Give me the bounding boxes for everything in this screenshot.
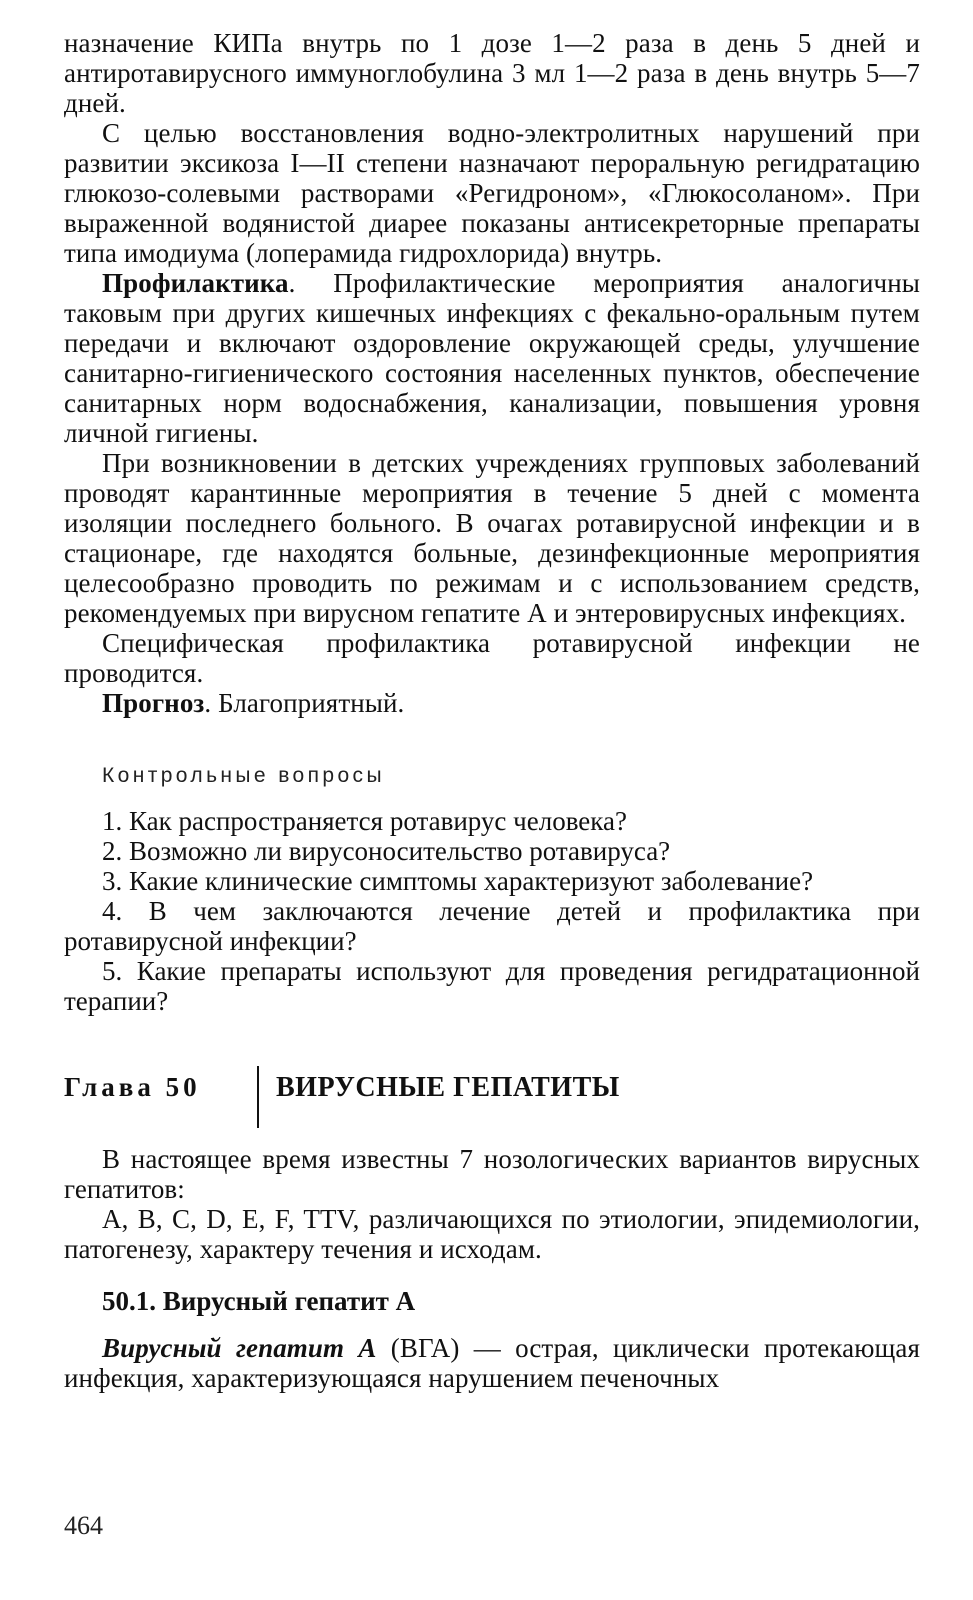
chapter-intro: В настоящее время известны 7 нозологических вариантов вирусных гепатитов: [64, 1144, 920, 1204]
section-definition-text: (ВГА) — острая, циклически протекающая инфекция, характеризующаяся нарушением печеночных [64, 1333, 921, 1393]
questions-heading: Контрольные вопросы [102, 764, 385, 787]
paragraph-specific-prevention: Специфическая профилактика ротавирусной инфекции не проводится. [64, 628, 920, 688]
question-item: 1. Как распространяется ротавирус человека? [102, 806, 627, 836]
chapter-intro-variants: A, B, C, D, E, F, TTV, различающихся по этиологии, эпидемиологии, патогенезу, характеру течения и исходам. [64, 1204, 920, 1264]
question-item: 3. Какие клинические симптомы характеризуют заболевание? [102, 866, 814, 896]
chapter-label: Глава 50 [64, 1072, 201, 1102]
chapter-header [64, 1066, 920, 1130]
prevention-label: Профилактика [102, 268, 289, 298]
prognosis-text: . Благоприятный. [204, 688, 405, 718]
chapter-title: ВИРУСНЫЕ ГЕПАТИТЫ [276, 1072, 620, 1103]
question-item: 5. Какие препараты используют для проведения регидратационной терапии? [64, 956, 920, 1016]
section-title: 50.1. Вирусный гепатит А [102, 1286, 416, 1316]
paragraph-prevention [64, 268, 920, 448]
question-item: 2. Возможно ли вирусоносительство ротавируса? [102, 836, 671, 866]
prognosis-label: Прогноз [102, 688, 205, 718]
page-body [64, 28, 920, 1393]
section-term: Вирусный гепатит А [102, 1333, 377, 1363]
paragraph-kip: назначение КИПа внутрь по 1 дозе 1—2 раза в день 5 дней и антиротавирусного иммуноглобулина 3 мл 1—2 раза в день внутрь 5—7 дней. [64, 28, 920, 118]
section-definition [64, 1333, 920, 1393]
questions-list [64, 806, 920, 1016]
chapter-divider [257, 1066, 259, 1128]
paragraph-quarantine: При возникновении в детских учреждениях групповых заболеваний проводят карантинные мероприятия в течение 5 дней с момента изоляции последнего больного. В очагах ротавирусной инфекции и в стационаре, где находятся больные, дезинфекционные мероприятия целесообразно проводить по режимам и с использованием средств, рекомендуемых при вирусном гепатите А и энтеровирусных инфекциях. [64, 448, 920, 628]
prevention-text: . Профилактические мероприятия аналогичны таковым при других кишечных инфекциях с фекально-оральным путем передачи и включают оздоровление окружающей среды, улучшение санитарно-гигиенического состояния населенных пунктов, обеспечение санитарных норм водоснабжения, канализации, повышения уровня личной гигиены. [64, 268, 920, 448]
paragraph-rehydration: С целью восстановления водно-электролитных нарушений при развитии эксикоза I—II степени назначают пероральную регидратацию глюкозо-солевыми растворами «Регидроном», «Глюкосоланом». При выраженной водянистой диарее показаны антисекреторные препараты типа имодиума (лоперамида гидрохлорида) внутрь. [64, 118, 920, 268]
question-item: 4. В чем заключаются лечение детей и профилактика при ротавирусной инфекции? [64, 896, 920, 956]
page-number: 464 [64, 1511, 103, 1540]
paragraph-prognosis [64, 688, 920, 718]
